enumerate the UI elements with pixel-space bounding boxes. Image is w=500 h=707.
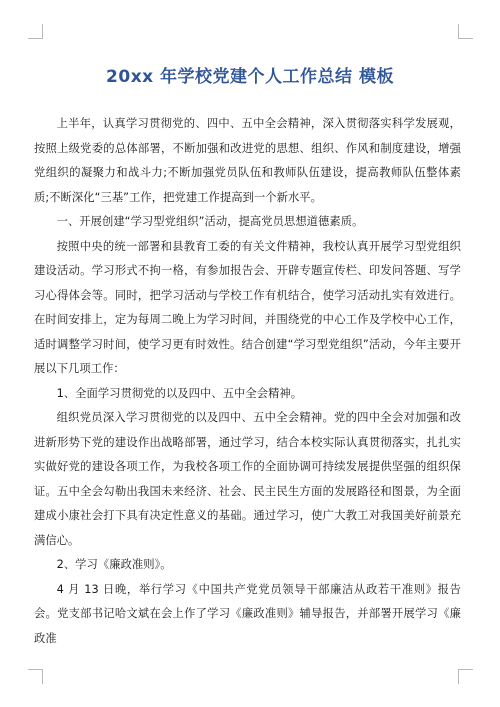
subheading-1: 1、全面学习贯彻党的以及四中、五中全会精神。	[56, 386, 303, 400]
paragraph-intro: 上半年，认真学习贯彻党的、四中、五中全会精神，深入贯彻落实科学发展观，按照上级党委的总体部署，不断加强和改进党的思想、组织、作风和制度建设，增强党组织的凝聚力和战斗力;不断加强党员队伍和教师队伍建设，提高教师队伍整体素质;不断深化“三基”工作，把党建工作提高到一个新水平。	[34, 117, 461, 204]
crop-mark-top-left	[28, 24, 43, 39]
paragraph-study-activity: 按照中央的统一部署和县教育工委的有关文件精神，我校认真开展学习型党组织建设活动。学习形式不拘一格，有参加报告会、开辟专题宣传栏、印发问答题、写学习心得体会等。同时，把学习活动与学校工作有机结合，使学习活动扎实有效进行。在时间安排上，定为每周二晚上为学习时间，并围绕党的中心工作及学校中心工作，适时调整学习时间，使学习更有时效性。结合创建“学习型党组织”活动，今年主要开展以下几项工作：	[34, 239, 461, 375]
crop-mark-bottom-right	[458, 669, 473, 684]
section-heading-1: 一、开展创建“学习型党组织”活动，提高党员思想道德素质。	[56, 215, 364, 228]
paragraph-plenum-study: 组织党员深入学习贯彻党的以及四中、五中全会精神。党的四中全会对加强和改进新形势下党的建设作出战略部署，通过学习，结合本校实际认真贯彻落实，扎扎实实做好党的建设各项工作，为我校各项工作的全面协调可持续发展提供坚强的组织保证。五中全会勾勒出我国未来经济、社会、民主民生方面的发展路径和图景，为全面建成小康社会打下具有决定性意义的基础。通过学习，使广大教工对我国美好前景充满信心。	[34, 411, 461, 547]
subheading-2: 2、学习《廉政准则》。	[56, 558, 172, 571]
document-title: 20xx 年学校党建个人工作总结 模板	[106, 67, 394, 87]
crop-mark-bottom-left	[28, 669, 43, 684]
paragraph-integrity-rules: 4 月 13 日晚，举行学习《中国共产党党员领导干部廉洁从政若干准则》报告会。党支部书记哈文斌在会上作了学习《廉政准则》辅导报告，并部署开展学习《廉政准	[34, 582, 461, 645]
document-body	[34, 112, 461, 651]
crop-mark-top-right	[458, 24, 473, 39]
